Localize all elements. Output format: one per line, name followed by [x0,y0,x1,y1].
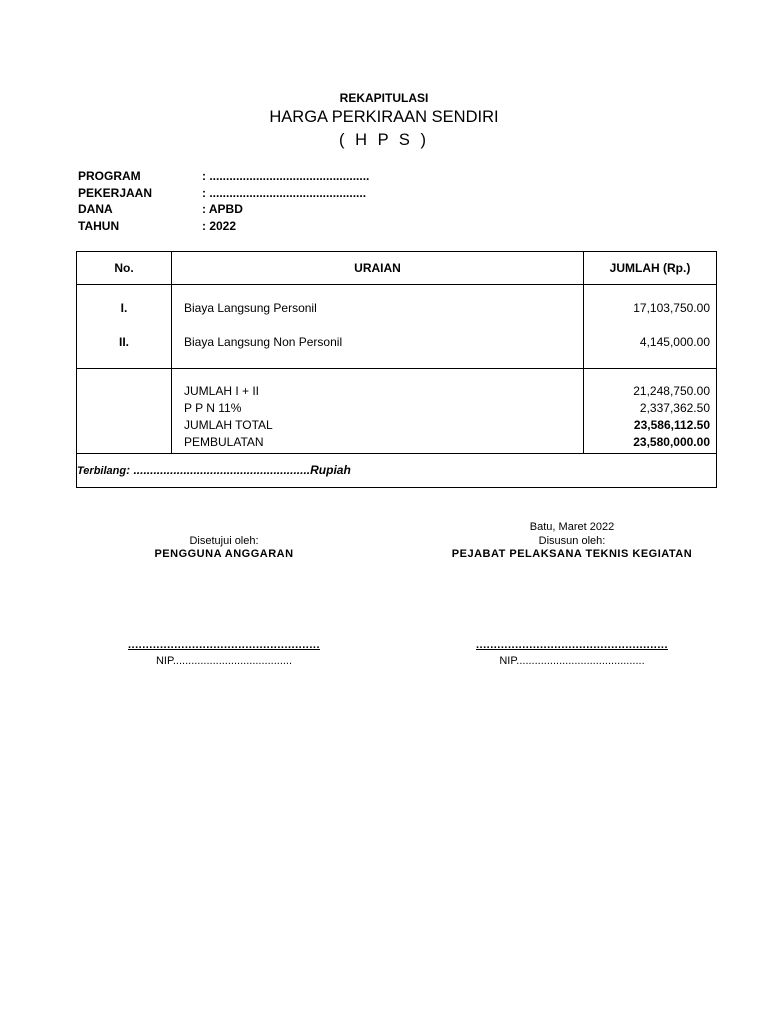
summary-label: P P N 11% [184,401,242,415]
right-role: PEJABAT PELAKSANA TEKNIS KEGIATAN [451,548,693,560]
info-value: : 2022 [202,218,237,233]
item-jumlah: 17,103,750.00 [633,301,710,315]
item-jumlah: 4,145,000.00 [639,335,710,349]
summary-empty-cell [77,369,172,454]
table-summary-row [77,369,717,454]
info-label: PEKERJAAN [78,185,153,200]
info-value: : ................................................ [202,169,370,183]
terbilang-value: : .....................................................Rupiah [126,463,351,477]
items-uraian-cell [172,285,584,369]
header-no: No. [77,252,172,285]
terbilang-label: Terbilang [77,465,127,477]
header-uraian: URAIAN [172,252,584,285]
info-label: TAHUN [78,218,120,233]
summary-value: 21,248,750.00 [633,384,710,398]
info-value: : ............................................... [202,185,367,200]
info-row-tahun [78,219,369,236]
title-rekapitulasi: REKAPITULASI [339,91,429,105]
left-caption: Disetujui oleh: [189,535,259,547]
right-nip: NIP.......................................... [499,655,645,667]
table-items-row [77,285,717,369]
right-name-line: ...................................................... [475,639,669,651]
summary-values-cell [584,369,717,454]
info-block [78,169,369,235]
summary-value: 2,337,362.50 [639,401,710,415]
items-no-cell [77,285,172,369]
item-uraian: Biaya Langsung Personil [184,301,317,315]
info-label: DANA [78,202,113,216]
table-header-row [77,252,717,285]
info-row-dana [78,202,369,219]
summary-value: 23,586,112.50 [633,418,710,432]
item-uraian: Biaya Langsung Non Personil [184,335,343,349]
items-jumlah-cell [584,285,717,369]
summary-value: 23,580,000.00 [633,435,710,449]
left-role: PENGGUNA ANGGARAN [154,548,294,560]
summary-label: PEMBULATAN [184,435,264,449]
hps-table [76,251,717,488]
title-hps: HARGA PERKIRAAN SENDIRI [269,108,499,126]
title-hps-abbr: ( H P S ) [339,131,429,149]
summary-labels-cell [172,369,584,454]
terbilang-cell [77,454,717,488]
table-terbilang-row [77,454,717,488]
summary-label: JUMLAH I + II [184,384,260,398]
place-date: Batu, Maret 2022 [529,521,615,533]
left-nip: NIP....................................... [155,655,293,667]
info-row-program [78,169,369,186]
item-no: II. [118,335,129,349]
right-caption: Disusun oleh: [538,535,606,547]
left-name-line: ...................................................... [127,639,321,651]
info-value: : APBD [202,202,243,216]
summary-label: JUMLAH TOTAL [184,418,273,432]
header-jumlah: JUMLAH (Rp.) [584,252,717,285]
item-no: I. [120,301,128,315]
info-row-pekerjaan [78,186,369,203]
info-label: PROGRAM [78,169,141,183]
